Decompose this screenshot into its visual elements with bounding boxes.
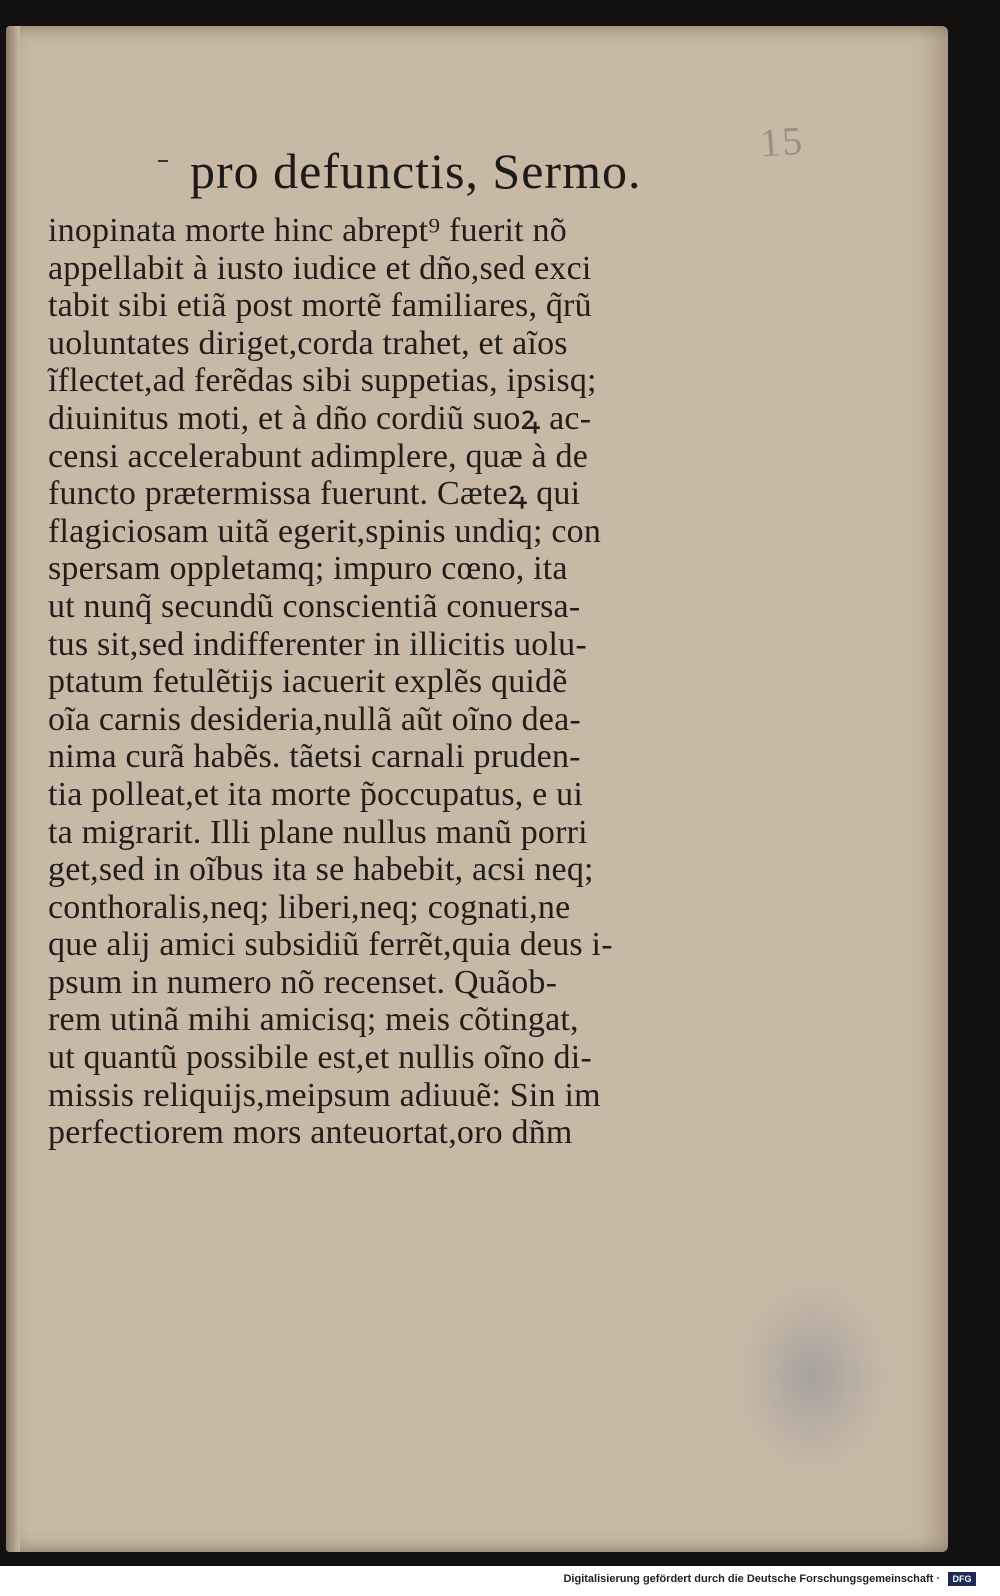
text-line: oĩa carnis desideria,nullã aũt oĩno dea- bbox=[48, 700, 581, 738]
text-block bbox=[48, 212, 698, 1152]
text-line: perfectiorem mors anteuortat,oro dñm bbox=[48, 1114, 573, 1152]
text-line: psum in numero nõ recenset. Quãob- bbox=[48, 963, 558, 1001]
text-line: ut quantũ possibile est,et nullis oĩno di- bbox=[48, 1039, 592, 1077]
funding-credit: Digitalisierung gefördert durch die Deutsche Forschungsgemeinschaft · bbox=[563, 1573, 940, 1585]
text-line: tus sit,sed indifferenter in illicitis uolu- bbox=[48, 625, 587, 663]
text-line: ta migrarit. Illi plane nullus manũ porri bbox=[48, 813, 588, 851]
text-line: uoluntates diriget,corda trahet, et aĩos bbox=[48, 324, 568, 362]
text-line: ĩflectet,ad ferẽdas sibi suppetias, ipsisq; bbox=[48, 362, 597, 400]
text-line: get,sed in oĩbus ita se habebit, acsi neq; bbox=[48, 851, 594, 889]
folio-number: 15 bbox=[758, 117, 806, 166]
text-line: diuinitus moti, et à dño cordiũ suoꝝ ac- bbox=[48, 399, 592, 437]
running-head-dash bbox=[158, 160, 168, 162]
text-line: missis reliquijs,meipsum adiuuẽ: Sin im bbox=[48, 1076, 601, 1114]
text-line: flagiciosam uitã egerit,spinis undiq; con bbox=[48, 512, 602, 550]
text-line: ptatum fetulẽtijs iacuerit explẽs quidẽ bbox=[48, 663, 568, 701]
binding-edge bbox=[6, 26, 20, 1552]
text-line: conthoralis,neq; liberi,neq; cognati,ne bbox=[48, 888, 571, 926]
text-line: nima curã habẽs. tãetsi carnali pruden- bbox=[48, 738, 581, 776]
text-line: spersam oppletamq; impuro cœno, ita bbox=[48, 550, 568, 588]
text-line: inopinata morte hinc abrept⁹ fuerit nõ bbox=[48, 212, 567, 249]
running-head: pro defunctis, Sermo. bbox=[190, 143, 642, 199]
text-line: tia polleat,et ita morte p̃occupatus, e ui bbox=[48, 775, 584, 813]
text-line: rem utinã mihi amicisq; meis cõtingat, bbox=[48, 1001, 579, 1039]
text-line: appellabit à iusto iudice et dño,sed exci bbox=[48, 249, 592, 287]
text-line: tabit sibi etiã post mortẽ familiares, q̃rũ bbox=[48, 287, 592, 325]
dfg-logo: DFG bbox=[948, 1572, 976, 1586]
text-line: que alij amici subsidiũ ferrẽt,quia deus i- bbox=[48, 926, 613, 964]
text-line: functo prætermissa fuerunt. Cæteꝝ qui bbox=[48, 475, 581, 513]
text-line: ut nunq̃ secundũ conscientiã conuersa- bbox=[48, 587, 581, 625]
footer-bar bbox=[0, 1566, 1000, 1596]
text-line: censi accelerabunt adimplere, quæ à de bbox=[48, 437, 589, 475]
paper-stain bbox=[738, 1282, 888, 1472]
